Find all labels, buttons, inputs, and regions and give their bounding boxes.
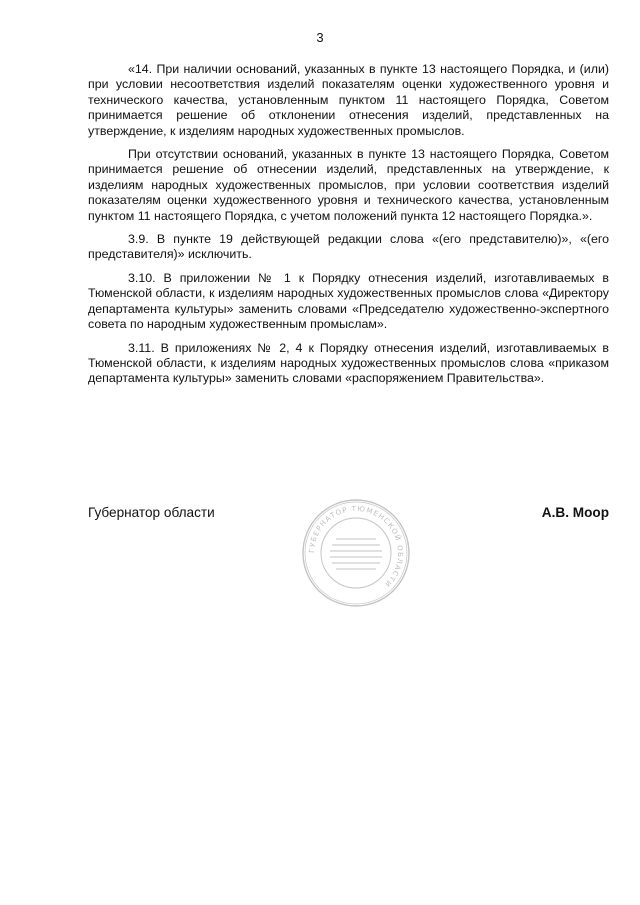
paragraph-3-11: 3.11. В приложениях № 2, 4 к Порядку отнесения изделий, изготавливаемых в Тюменской области, к изделиям народных художественных промыслов слова «приказом департамента культуры» заменить словами «распоряжением Правительства».	[88, 340, 609, 386]
paragraph-3-10: 3.10. В приложении № 1 к Порядку отнесения изделий, изготавливаемых в Тюменской области, к изделиям народных художественных промыслов слова «Директору департамента культуры» заменить словами «Председателю художественно-экспертного совета по народным художественным промыслам».	[88, 270, 609, 332]
signatory-name: А.В. Моор	[541, 505, 609, 520]
page-number: 3	[316, 30, 324, 45]
document-body	[88, 62, 609, 395]
seal-ring-text: ГУБЕРНАТОР ТЮМЕНСКОЙ ОБЛАСТИ	[307, 504, 405, 589]
paragraph-3-9: 3.9. В пункте 19 действующей редакции слова «(его представителю)», «(его представителя)» исключить.	[88, 232, 609, 262]
signatory-title: Губернатор области	[88, 505, 215, 520]
signature-block	[88, 505, 609, 525]
paragraph-no-grounds: При отсутствии оснований, указанных в пункте 13 настоящего Порядка, Советом принимается решение об отнесении изделий, представленных на утверждение, к изделиям народных художественных промыслов, при условии соответствия изделий показателям оценки художественного уровня и технического качества, установленным пунктом 11 настоящего Порядка, с учетом положений пункта 12 настоящего Порядка.».	[88, 147, 609, 223]
paragraph-14: «14. При наличии оснований, указанных в пункте 13 настоящего Порядка, и (или) при условии несоответствия изделий показателям оценки художественного уровня и технического качества, установленным пунктом 11 настоящего Порядка, Советом принимается решение об отклонении отнесения изделий, представленных на утверждение, к изделиям народных художественных промыслов.	[88, 62, 609, 138]
